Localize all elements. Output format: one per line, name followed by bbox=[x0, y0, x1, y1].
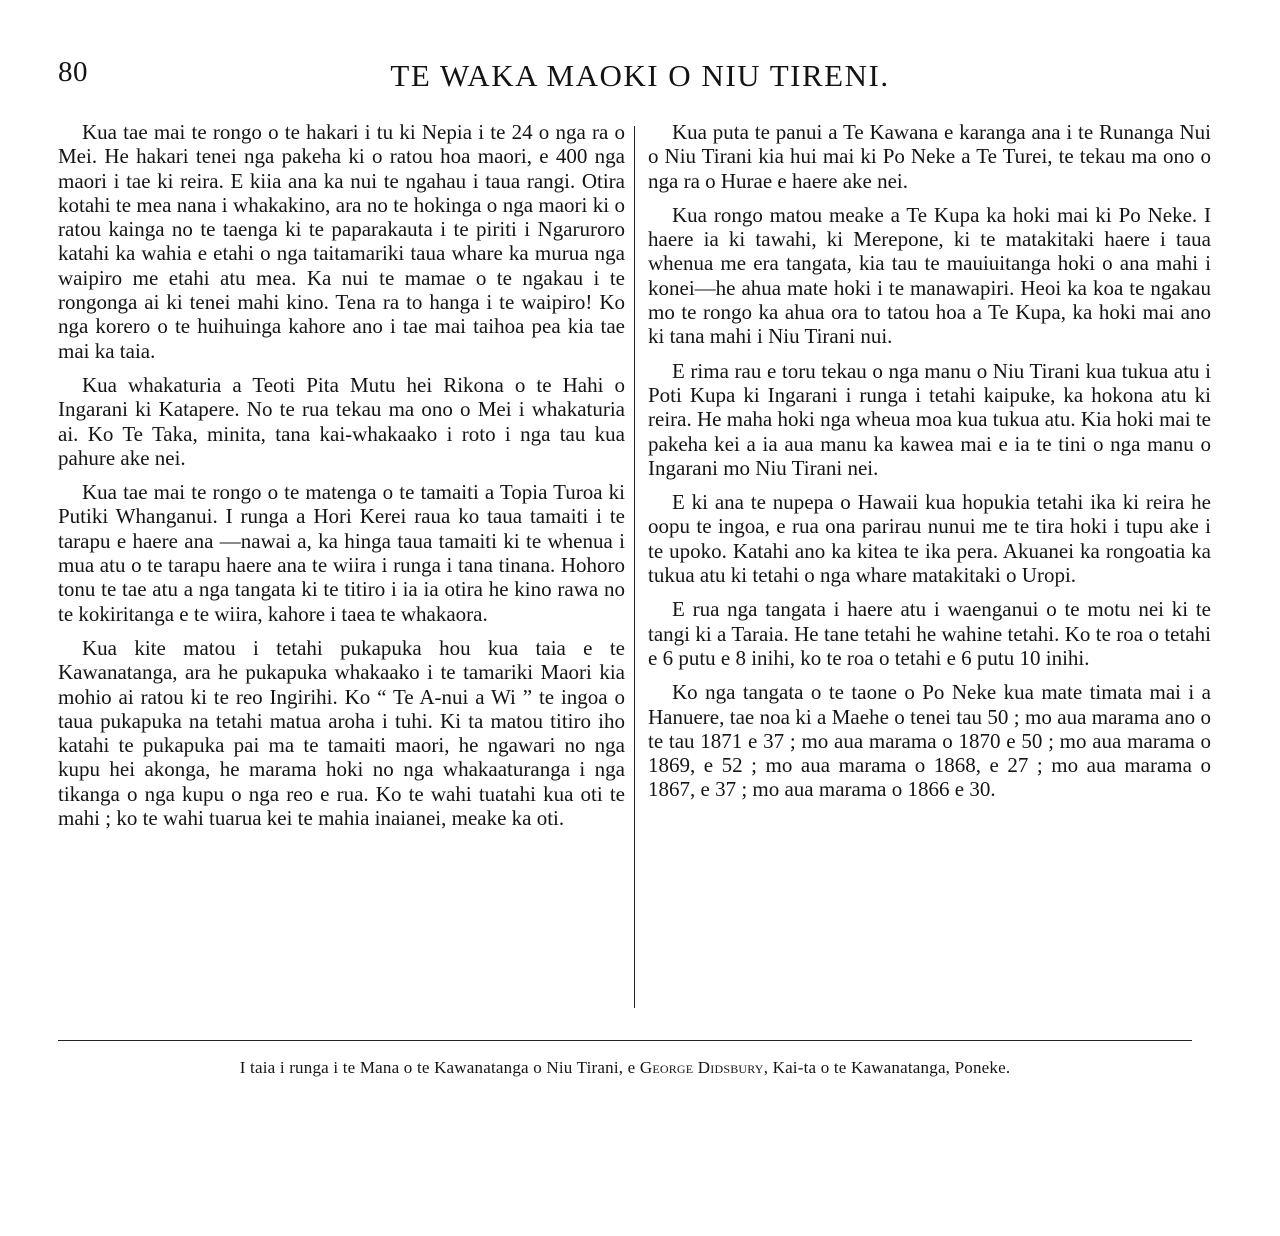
right-column bbox=[648, 120, 1211, 812]
column-divider bbox=[634, 126, 635, 1008]
imprint-text-end: , Kai-ta o te Kawanatanga, Poneke. bbox=[763, 1058, 1011, 1077]
article-paragraph: E ki ana te nupepa o Hawaii kua hopukia tetahi ika ki reira he oopu te ingoa, e rua ona parirau nunui me te tira hoki i tupu ake i te upoko. Katahi ano ka kitea te ika pera. Akuanei ka rongoatia ka tukua atu ki tetahi o nga whare matakitaki o Uropi. bbox=[648, 490, 1211, 588]
imprint-divider bbox=[58, 1040, 1192, 1041]
printer-name: George Didsbury bbox=[639, 1058, 764, 1077]
article-paragraph: Ko nga tangata o te taone o Po Neke kua mate timata mai i a Hanuere, tae noa ki a Maehe o tenei tau 50 ; mo aua marama ano o te tau 1871 e 37 ; mo aua marama o 1870 e 50 ; mo aua marama o 1869, e 52 ; mo aua marama o 1868, e 27 ; mo aua marama o 1867, e 37 ; mo aua marama o 1866 e 30. bbox=[648, 680, 1211, 802]
article-paragraph: E rua nga tangata i haere atu i waenganui o te motu nei ki te tangi ki a Taraia. He tane tetahi he wahine tetahi. Ko te roa o tetahi e 6 putu e 8 inihi, ko te roa o tetahi e 6 putu 10 inihi. bbox=[648, 597, 1211, 670]
printer-imprint bbox=[58, 1058, 1192, 1078]
article-paragraph: Kua kite matou i tetahi pukapuka hou kua taia e te Kawanatanga, ara he pukapuka whakaako i te tamariki Maori kia mohio ai ratou ki te reo Ingirihi. Ko “ Te A-nui a Wi ” te ingoa o taua pukapuka na tetahi matua aroha i tuhi. Ki ta matou titiro iho katahi te pukapuka pai ma te tamaiti maori, he ngawari no nga kupu hei akonga, he marama hoki no nga whakaaturanga i nga tikanga o nga kupu o nga reo e rua. Ko te wahi tuatahi kua oti te mahi ; ko te wahi tuarua kei te mahia inaianei, meake ka oti. bbox=[58, 635, 625, 831]
article-paragraph: E rima rau e toru tekau o nga manu o Niu Tirani kua tukua atu i Poti Kupa ki Ingarani i runga i tetahi kaipuke, ka hokona atu ki reira. He maha hoki nga wheua moa kua tukua atu. Kia hoki mai te pakeha kei a ia aua manu ka kawea mai e ia te tini o nga manu o Ingarani mo Niu Tirani nei. bbox=[648, 358, 1211, 480]
article-paragraph: Kua rongo matou meake a Te Kupa ka hoki mai ki Po Neke. I haere ia ki tawahi, ki Merepone, ki te matakitaki haere i taua whenua me era tangata, kia tau te mauiuitanga hoki o ana mahi i konei—he ahua mate hoki i te manawapiri. Heoi ka koa te ngakau mo te rongo ka ahua ora to tatou hoa a Te Kupa, ka hoki mai ano ki tana mahi i Niu Tirani nui. bbox=[648, 202, 1211, 349]
article-paragraph: Kua tae mai te rongo o te matenga o te tamaiti a Topia Turoa ki Putiki Whanganui. I runga a Hori Kerei raua ko taua tamaiti i te tarapu e haere ana —nawai a, ka hinga taua tamaiti ki te whenua i mua atu o te tarapu haere ana te wiira i runga i tana tinana. Hohoro tonu te tae atu a nga tangata ki te titiro i ia ia otira he kino rawa no te kokiritanga e te wiira, kahore i taea te whakaora. bbox=[58, 480, 625, 626]
article-paragraph: Kua whakaturia a Teoti Pita Mutu hei Rikona o te Hahi o Ingarani ki Katapere. No te rua tekau ma ono o Mei i whakaturia ai. Ko Te Taka, minita, tana kai-whakaako i roto i nga tau kua pahure ake nei. bbox=[58, 372, 625, 470]
left-column bbox=[58, 120, 625, 840]
article-paragraph: Kua tae mai te rongo o te hakari i tu ki Nepia i te 24 o nga ra o Mei. He hakari tenei nga pakeha ki o ratou hoa maori, e 400 nga maori i tae ki reira. E kiia ana ka nui te ngahau i taua rangi. Otira kotahi te mea nana i whakakino, ara no te hokinga o nga maori ki o ratou kainga no te taenga ki te paparakauta i te piriti i Ngaruroro katahi ka wahia e etahi o nga taitamariki taua whare ka murua nga waipiro me etahi atu mea. Ka nui te mamae o te ngakau i te rongonga ai ki tenei mahi kino. Tena ra to hanga i te waipiro! Ko nga korero o te huihuinga kahore ano i tae mai taihoa pea kia tae mai ka taia. bbox=[58, 120, 625, 363]
page-number: 80 bbox=[58, 56, 88, 88]
article-paragraph: Kua puta te panui a Te Kawana e karanga ana i te Runanga Nui o Niu Tirani kia hui mai ki Po Neke a Te Turei, te tekau ma ono o nga ra o Hurae e haere ake nei. bbox=[648, 120, 1211, 193]
page-title: TE WAKA MAOKI O NIU TIRENI. bbox=[390, 58, 890, 93]
imprint-text: I taia i runga i te Mana o te Kawanatanga o Niu Tirani, e bbox=[239, 1058, 636, 1077]
